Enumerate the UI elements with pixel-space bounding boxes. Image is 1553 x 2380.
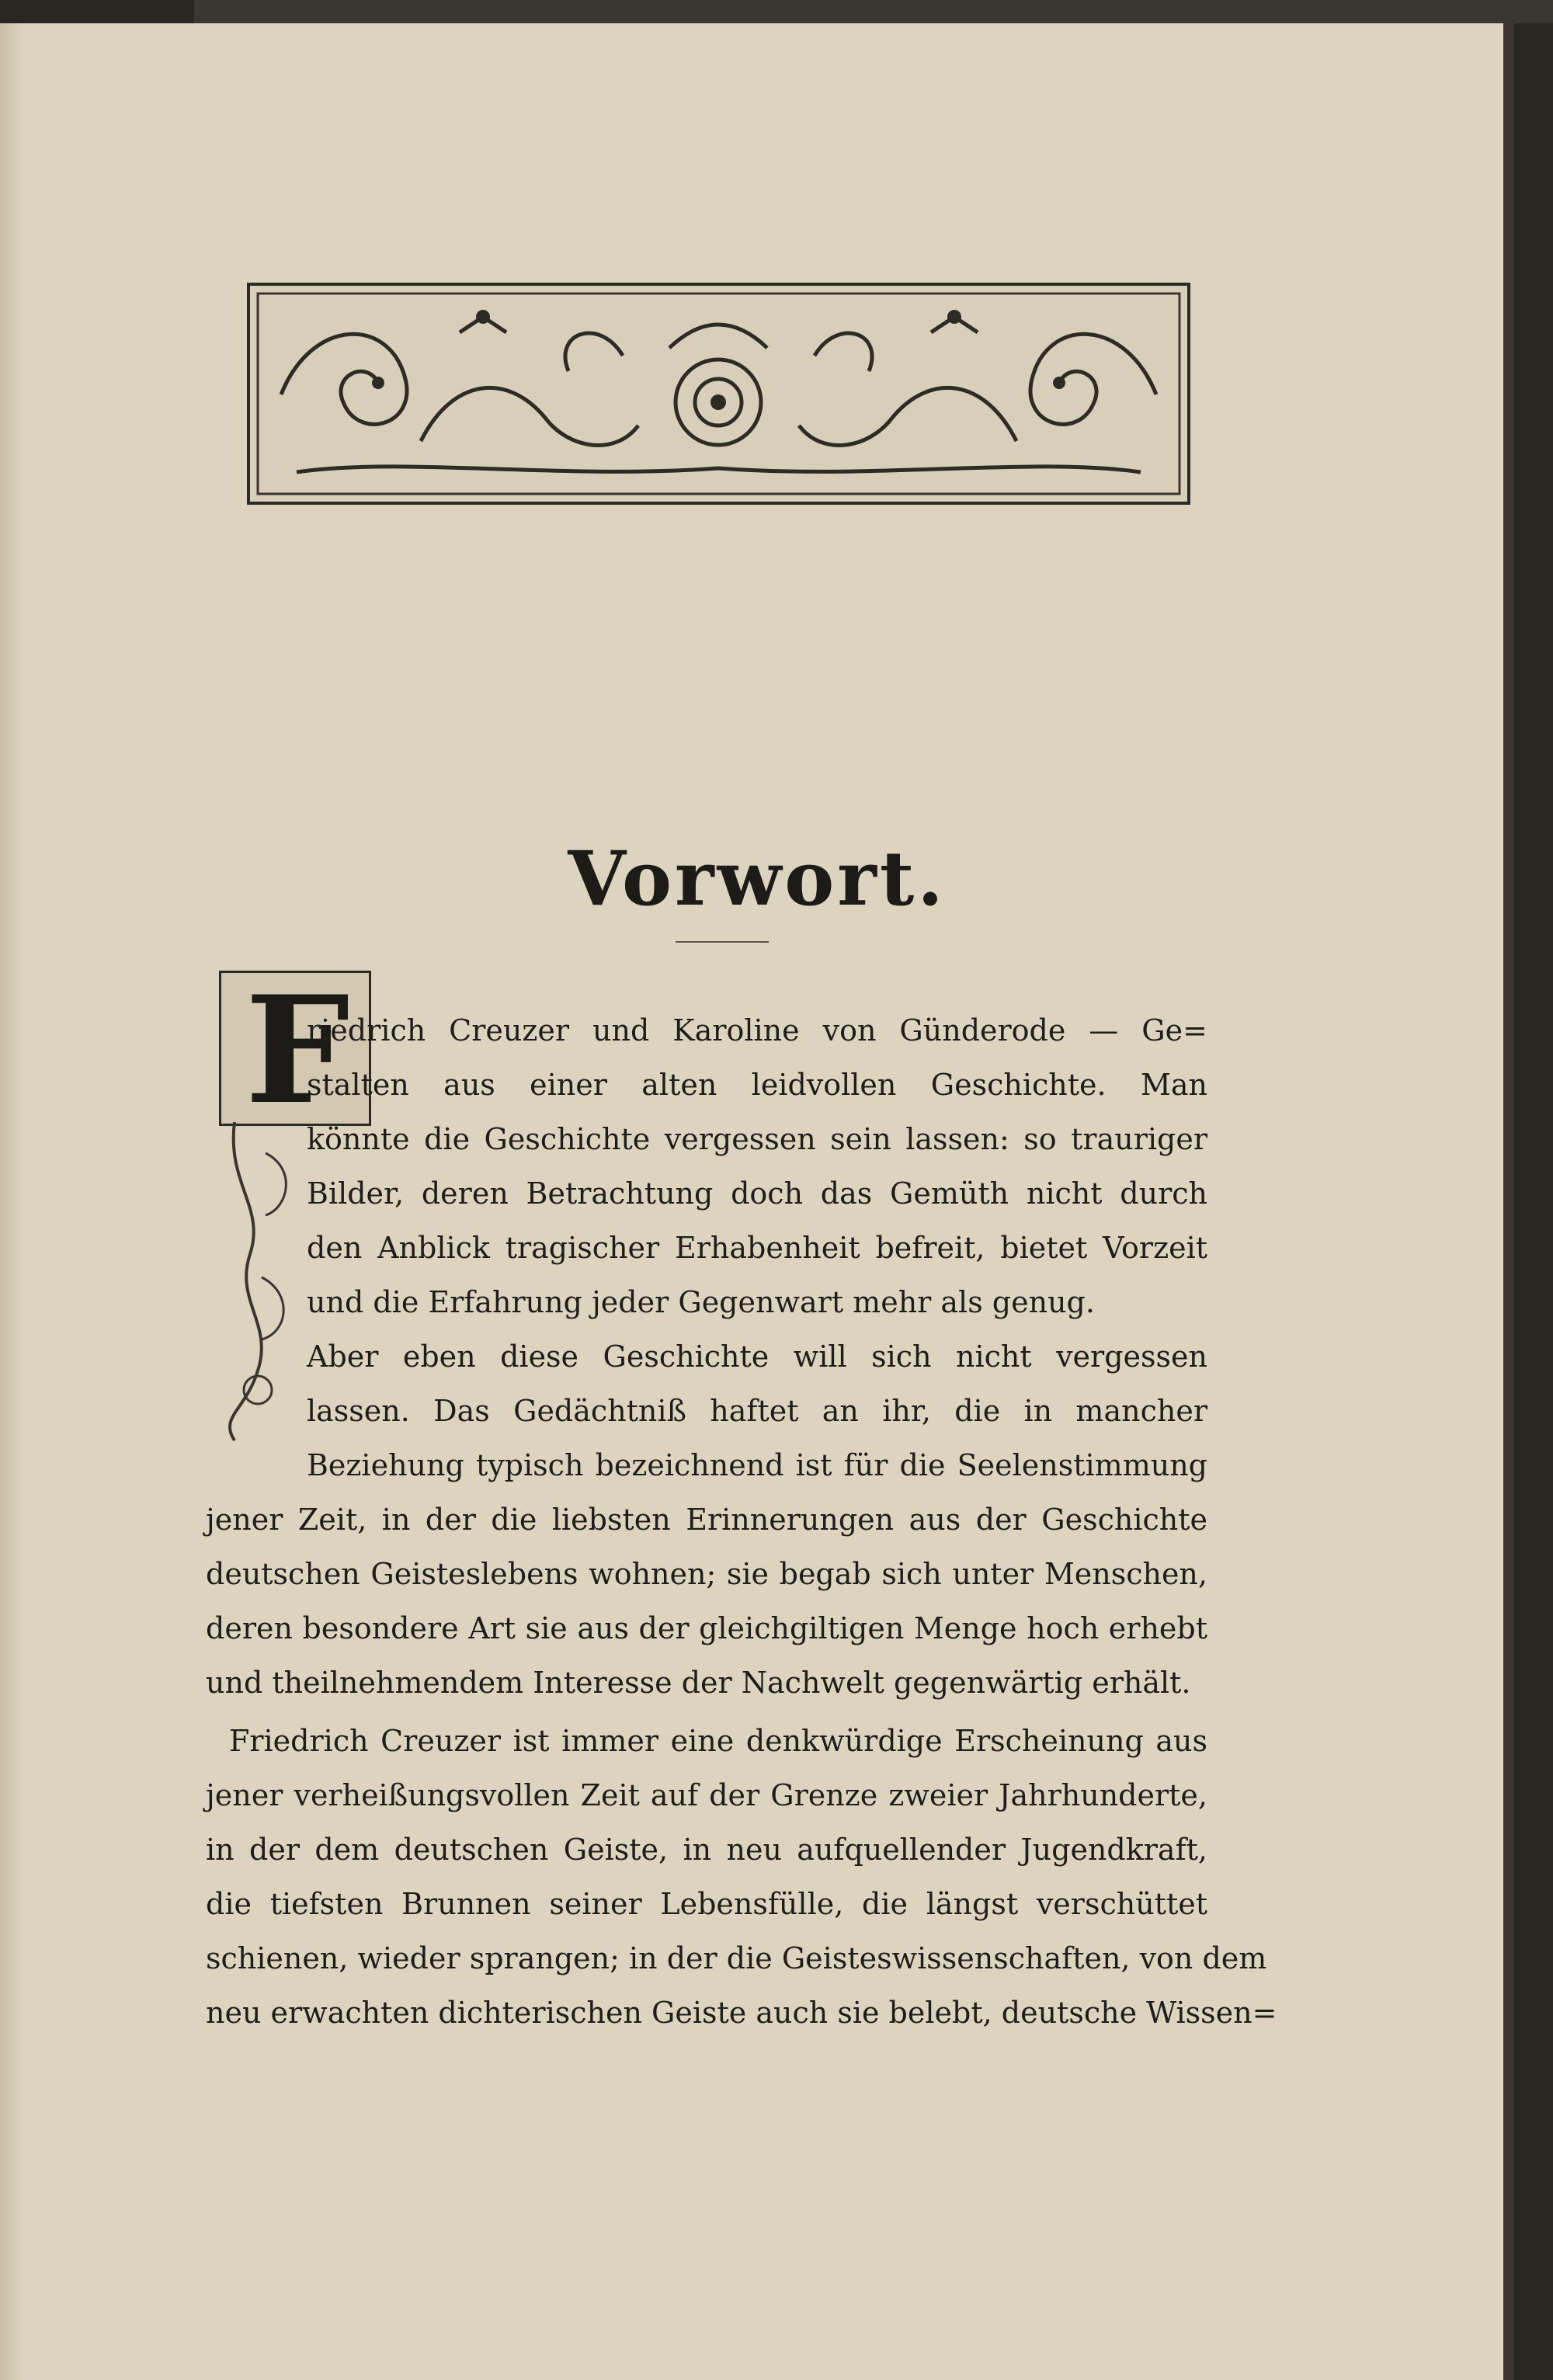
text-line: könnte die Geschichte vergessen sein lassen: so trauriger xyxy=(307,1122,1207,1156)
text-line: Beziehung typisch bezeichnend ist für die Seelenstimmung xyxy=(307,1448,1207,1482)
text-line: riedrich Creuzer und Karoline von Günderode — Ge= xyxy=(307,1013,1207,1048)
book-edge-top xyxy=(194,0,1553,23)
text-line: in der dem deutschen Geiste, in neu aufquellender Jugendkraft, xyxy=(206,1833,1207,1867)
headpiece-ornament xyxy=(247,283,1190,505)
text-line: und die Erfahrung jeder Gegenwart mehr als genug. xyxy=(307,1285,1095,1319)
text-line: Aber eben diese Geschichte will sich nicht vergessen xyxy=(307,1339,1207,1374)
book-page xyxy=(0,23,1514,2380)
paragraph-3 xyxy=(206,1714,1277,2040)
text-line: Friedrich Creuzer ist immer eine denkwürdige Erscheinung aus xyxy=(229,1724,1207,1758)
text-line: deutschen Geisteslebens wohnen; sie begab sich unter Menschen, xyxy=(206,1557,1207,1591)
text-line: den Anblick tragischer Erhabenheit befreit, bietet Vorzeit xyxy=(307,1231,1207,1265)
text-line: lassen. Das Gedächtniß haftet an ihr, die in mancher xyxy=(307,1394,1207,1428)
page-title: Vorwort. xyxy=(568,835,947,922)
title-divider xyxy=(676,941,769,943)
text-line: neu erwachten dichterischen Geiste auch sie belebt, deutsche Wissen= xyxy=(206,1996,1277,2030)
text-line: und theilnehmendem Interesse der Nachwelt gegenwärtig erhält. xyxy=(206,1666,1191,1700)
headpiece-ornament-drawing xyxy=(250,286,1187,502)
initial-letter: F xyxy=(245,964,350,1137)
page-gutter-shadow xyxy=(0,23,23,2380)
text-line: schienen, wieder sprangen; in der die Geisteswissenschaften, von dem xyxy=(206,1941,1267,1975)
paragraph-1 xyxy=(206,1003,1207,1329)
text-line: Bilder, deren Betrachtung doch das Gemüth nicht durch xyxy=(307,1176,1207,1211)
paragraph-2 xyxy=(206,1329,1207,1710)
text-line: die tiefsten Brunnen seiner Lebensfülle, die längst verschüttet xyxy=(206,1887,1207,1921)
text-line: jener verheißungsvollen Zeit auf der Grenze zweier Jahrhunderte, xyxy=(206,1778,1207,1812)
text-line: jener Zeit, in der die liebsten Erinnerungen aus der Geschichte xyxy=(206,1503,1207,1537)
text-line: stalten aus einer alten leidvollen Geschichte. Man xyxy=(307,1068,1207,1102)
text-line: deren besondere Art sie aus der gleichgiltigen Menge hoch erhebt xyxy=(206,1611,1207,1645)
